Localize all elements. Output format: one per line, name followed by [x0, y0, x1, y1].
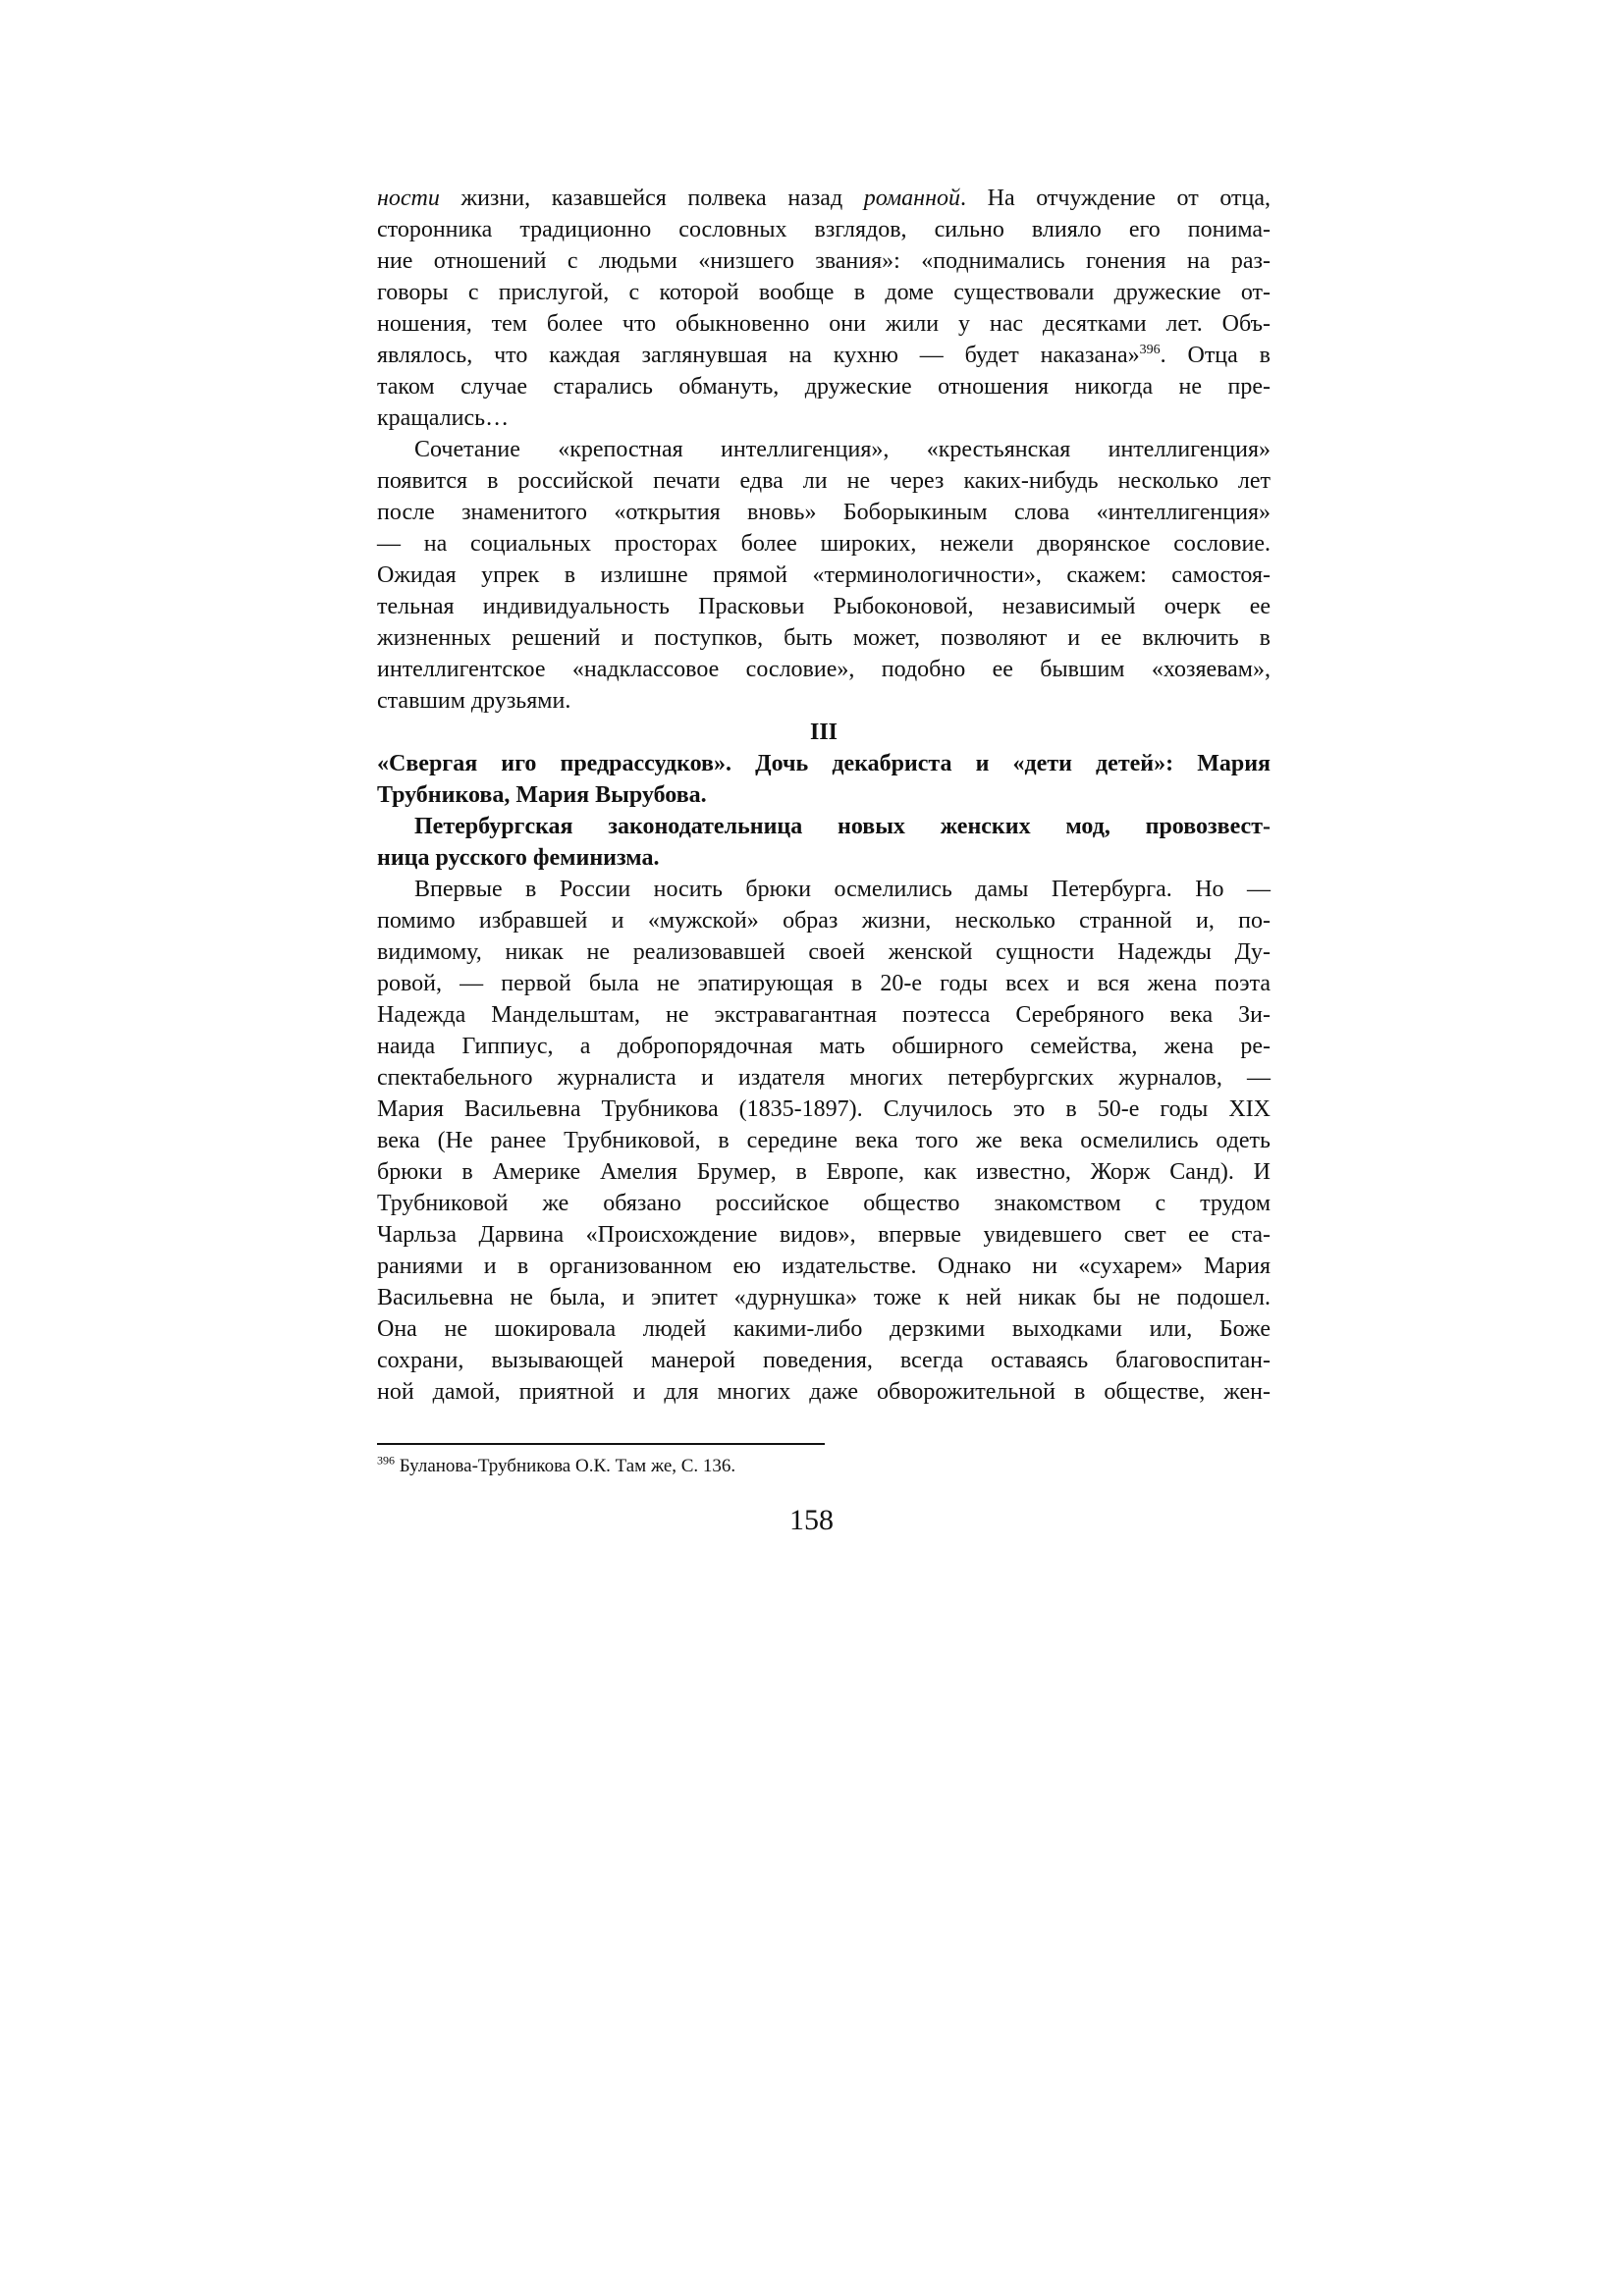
page-body	[377, 183, 1271, 1408]
text-line: ношения, тем более что обыкновенно они жили у нас десятками лет. Объ-	[377, 311, 1271, 337]
subsection-title	[377, 811, 1271, 874]
text-line	[377, 183, 1271, 214]
subsection-title-line: Петербургская законодательница новых женских мод, провозвест-	[414, 814, 1271, 839]
text-line: Она не шокировала людей какими-либо дерзкими выходками или, Боже	[377, 1316, 1271, 1342]
text-line: — на социальных просторах более широких, нежели дворянское сословие.	[377, 531, 1271, 557]
section-number: III	[809, 720, 839, 745]
section-title-line: Трубникова, Мария Вырубова.	[377, 782, 707, 808]
text-line: Ожидая упрек в излишне прямой «терминологичности», скажем: самостоя-	[377, 562, 1271, 588]
text-line: интеллигентское «надклассовое сословие», подобно ее бывшим «хозяевам»,	[377, 657, 1271, 682]
text-line: тельная индивидуальность Прасковьи Рыбоконовой, независимый очерк ее	[377, 594, 1271, 619]
text-line: Впервые в России носить брюки осмелились дамы Петербурга. Но —	[414, 877, 1271, 902]
text-line: Васильевна не была, и эпитет «дурнушка» тоже к ней никак бы не подошел.	[377, 1285, 1271, 1310]
text-span: . Отца в	[1160, 343, 1271, 368]
text-line: Надежда Мандельштам, не экстравагантная поэтесса Серебряного века Зи-	[377, 1002, 1271, 1028]
text-line: Сочетание «крепостная интеллигенция», «крестьянская интеллигенция»	[414, 437, 1271, 462]
footnote-text: Буланова-Трубникова О.К. Там же, С. 136.	[395, 1456, 736, 1476]
text-line: брюки в Америке Амелия Брумер, в Европе, как известно, Жорж Санд). И	[377, 1159, 1271, 1185]
text-line: ние отношений с людьми «низшего звания»: «поднимались гонения на раз-	[377, 248, 1271, 274]
text-line: ровой, — первой была не эпатирующая в 20-е годы всех и вся жена поэта	[377, 971, 1271, 996]
section-title-line: «Свергая иго предрассудков». Дочь декабриста и «дети детей»: Мария	[377, 751, 1271, 776]
paragraph-2	[377, 434, 1271, 717]
section-title	[377, 748, 1271, 811]
footnote	[377, 1455, 1271, 1478]
text-line: сторонника традиционно сословных взглядов, сильно влияло его понима-	[377, 217, 1271, 242]
text-line: появится в российской печати едва ли не через каких-нибудь несколько лет	[377, 468, 1271, 494]
text-line: кращались…	[377, 405, 510, 431]
text-line: спектабельного журналиста и издателя многих петербургских журналов, —	[377, 1065, 1271, 1091]
text-line: раниями и в организованном ею издательстве. Однако ни «сухарем» Мария	[377, 1254, 1271, 1279]
text-line: наида Гиппиус, а добропорядочная мать обширного семейства, жена ре-	[377, 1034, 1271, 1059]
text-line: видимому, никак не реализовавшей своей женской сущности Надежды Ду-	[377, 939, 1271, 965]
text-line: жизненных решений и поступков, быть может, позволяют и ее включить в	[377, 625, 1271, 651]
text-line: ставшим друзьями.	[377, 688, 571, 714]
text-span: жизни, казавшейся полвека назад	[439, 186, 864, 211]
text-line: говоры с прислугой, с которой вообще в доме существовали дружеские от-	[377, 280, 1271, 305]
italic-text: ности	[377, 186, 440, 211]
text-line: помимо избравшей и «мужской» образ жизни, несколько странной и, по-	[377, 908, 1271, 934]
text-line: Мария Васильевна Трубникова (1835-1897). Случилось это в 50-е годы XIX	[377, 1096, 1271, 1122]
text-line: Трубниковой же обязано российское общество знакомством с трудом	[377, 1191, 1271, 1216]
text-line: Чарльза Дарвина «Происхождение видов», впервые увидевшего свет ее ста-	[377, 1222, 1271, 1248]
italic-text: романной	[863, 186, 960, 211]
paragraph-1	[377, 183, 1271, 434]
text-line: таком случае старались обмануть, дружеские отношения никогда не пре-	[377, 374, 1271, 400]
text-line: ной дамой, приятной и для многих даже обворожительной в обществе, жен-	[377, 1379, 1271, 1405]
text-line: сохрани, вызывающей манерой поведения, всегда оставаясь благовоспитан-	[377, 1348, 1271, 1373]
footnote-reference: 396	[1139, 343, 1161, 357]
paragraph-3	[377, 874, 1271, 1408]
page-number: 158	[789, 1504, 834, 1536]
footnote-divider	[377, 1443, 825, 1445]
text-span: . На отчуждение от отца,	[960, 186, 1271, 211]
text-line: века (Не ранее Трубниковой, в середине века того же века осмелились одеть	[377, 1128, 1271, 1153]
text-line: после знаменитого «открытия вновь» Боборыкиным слова «интеллигенция»	[377, 500, 1271, 525]
text-line	[377, 340, 1271, 371]
footnote-marker: 396	[377, 1453, 395, 1468]
subsection-title-line: ница русского феминизма.	[377, 845, 660, 871]
text-span: являлось, что каждая заглянувшая на кухню — будет наказана»	[377, 343, 1140, 368]
